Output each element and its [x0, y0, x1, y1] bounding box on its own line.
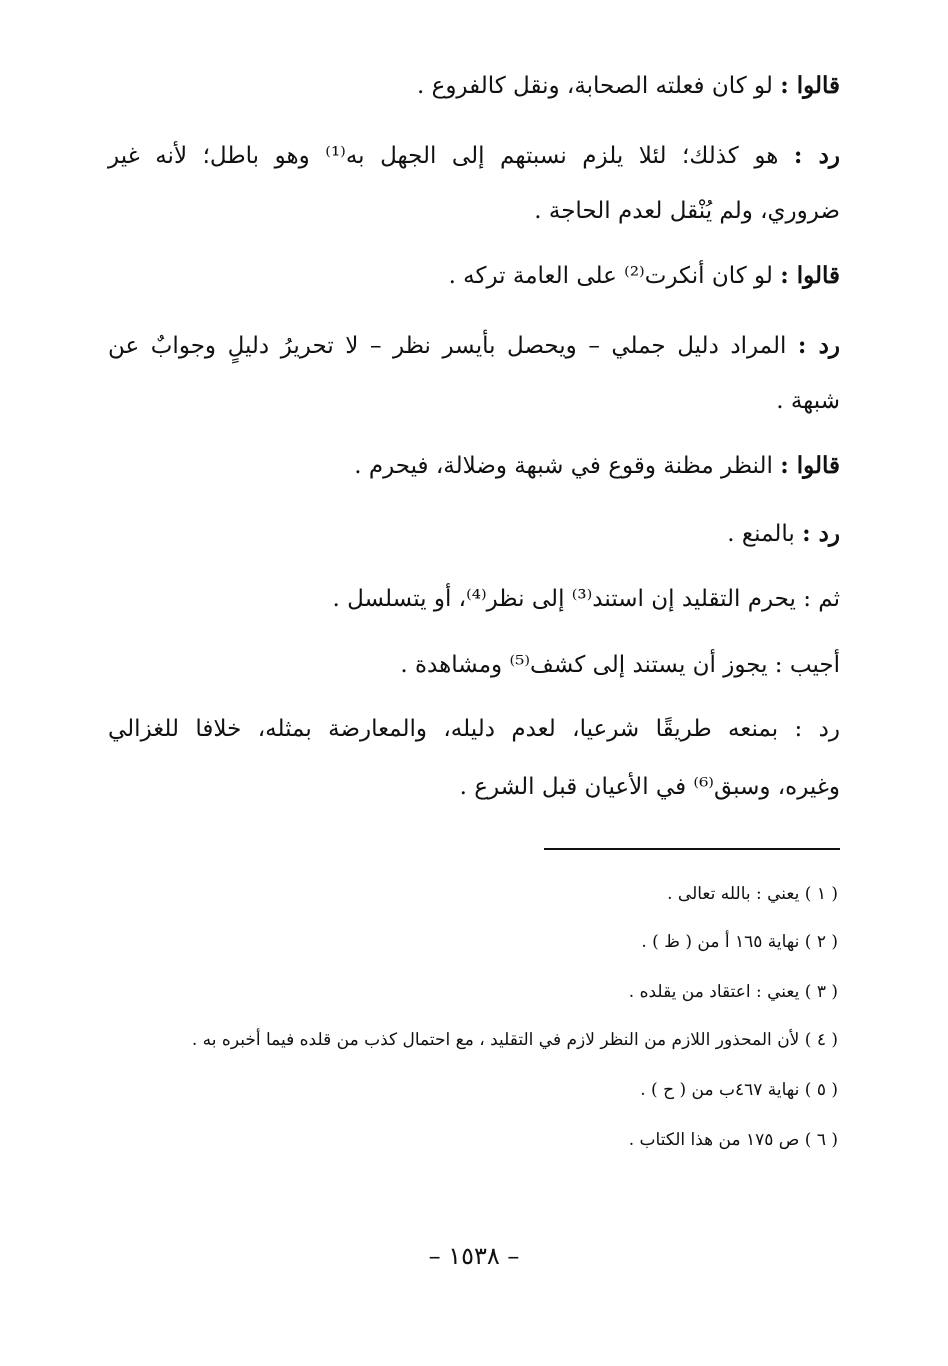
paragraph-6	[108, 520, 840, 547]
footnote-divider	[544, 848, 840, 850]
paragraph-lead: قالوا :	[780, 452, 840, 479]
paragraph-lead: قالوا :	[780, 72, 840, 99]
page-number: – ١٥٣٨ –	[428, 1242, 520, 1270]
footnote-4: ( ٤ ) لأن المحذور اللازم من النظر لازم في التقليد ، مع احتمال كذب من قلده فيما أخبره به .	[191, 1030, 838, 1050]
paragraph-8: أجيب : يجوز أن يستند إلى كشف⁽⁵⁾ ومشاهدة .	[400, 652, 840, 678]
paragraph-text: لو كان فعلته الصحابة، ونقل كالفروع .	[416, 73, 773, 99]
paragraph-7: ثم : يحرم التقليد إن استند⁽³⁾ إلى نظر⁽⁴⁾، أو يتسلسل .	[332, 586, 840, 612]
paragraph-text: النظر مظنة وقوع في شبهة وضلالة، فيحرم .	[354, 453, 773, 479]
footnote-3: ( ٣ ) يعني : اعتقاد من يقلده .	[628, 982, 838, 1002]
paragraph-9-line-1: رد : بمنعه طريقًا شرعيا، لعدم دليله، والمعارضة بمثله، خلافا للغزالي	[108, 716, 840, 742]
paragraph-lead: رد :	[802, 520, 840, 547]
paragraph-1	[108, 72, 840, 99]
paragraph-text: لو كان أنكرت⁽²⁾ على العامة تركه .	[448, 263, 773, 289]
paragraph-text: هو كذلك؛ لئلا يلزم نسبتهم إلى الجهل به⁽¹⁾ وهو باطل؛ لأنه غير	[108, 143, 779, 169]
paragraph-text: المراد دليل جملي – ويحصل بأيسر نظر – لا تحريرُ دليلٍ وجوابٌ عن	[108, 333, 787, 359]
footnote-1: ( ١ ) يعني : بالله تعالى .	[667, 884, 838, 904]
paragraph-4-line-1	[108, 332, 840, 359]
footnote-2: ( ٢ ) نهاية ١٦٥ أ من ( ظ ) .	[641, 932, 838, 952]
footnote-5: ( ٥ ) نهاية ٤٦٧ب من ( ح ) .	[640, 1080, 838, 1100]
paragraph-text: بالمنع .	[727, 521, 795, 547]
paragraph-lead: قالوا :	[780, 262, 840, 289]
paragraph-lead: رد :	[797, 332, 840, 359]
paragraph-4-line-2: شبهة .	[776, 388, 840, 414]
paragraph-5	[108, 452, 840, 479]
paragraph-9-line-2: وغيره، وسبق⁽⁶⁾ في الأعيان قبل الشرع .	[459, 774, 840, 800]
paragraph-2-line-1	[108, 142, 840, 169]
footnote-6: ( ٦ ) ص ١٧٥ من هذا الكتاب .	[628, 1130, 838, 1150]
paragraph-lead: رد :	[793, 142, 840, 169]
paragraph-2-line-2: ضروري، ولم يُنْقل لعدم الحاجة .	[534, 198, 840, 224]
paragraph-3	[108, 262, 840, 289]
